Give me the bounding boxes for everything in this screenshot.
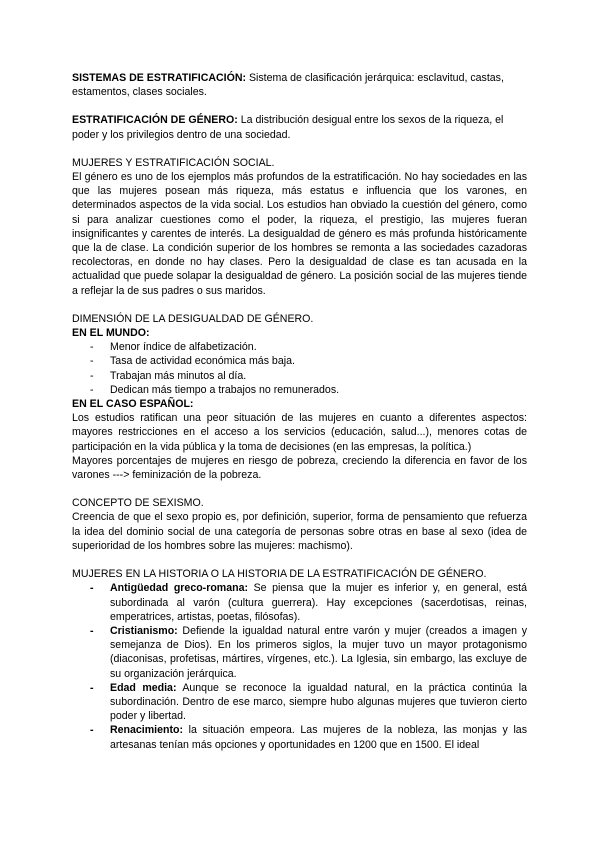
definition-estratificacion-genero [72, 113, 527, 141]
term-sistemas: SISTEMAS DE ESTRATIFICACIÓN: [72, 72, 247, 84]
definition-estratificacion-genero-text: La distribución desigual entre los sexos de la riqueza, el poder y los privilegios dentro de una sociedad. [72, 114, 504, 141]
dash-bullet: - [90, 681, 94, 694]
list-item [72, 369, 527, 383]
section-body-mujeres-estratificacion: El género es uno de los ejemplos más profundos de la estratificación. No hay sociedades en las que las mujeres posean más riqueza, más estatus e influencia que los varones, en determinados aspectos de la vida social. Los estudios han obviado la cuestión del género, como si para analizar cuestiones como el poder, la riqueza, el prestigio, las mujeres fueran insignificantes y carentes de interés. La desigualdad de género es más profunda históricamente que la de clase. La condición superior de los hombres se remonta a las sociedades cazadoras recolectoras, en donde no hay clases. Pero la desigualdad de clase es tan acusada en la actualidad que puede solapar la desigualdad de género. La posición social de las mujeres tiende a reflejar la de sus padres o sus maridos. [72, 171, 527, 297]
list-item [72, 354, 527, 368]
list-item-term: Edad media: [110, 681, 177, 694]
section-body-sexismo: Creencia de que el sexo propio es, por definición, superior, forma de pensamiento que refuerza la idea del dominio social de una categoría de personas sobre otras en base al sexo (idea de superioridad de los hombres sobre las mujeres: machismo). [72, 511, 527, 552]
list-item [72, 681, 527, 724]
dash-bullet: - [90, 724, 94, 737]
list-item-text: Menor índice de alfabetización. [110, 341, 257, 354]
dash-bullet: - [90, 582, 94, 595]
list-item-term: Cristianismo: [110, 624, 178, 637]
dash-bullet: - [90, 624, 94, 637]
section-title-mujeres-estratificacion: MUJERES Y ESTRATIFICACIÓN SOCIAL. [72, 156, 275, 169]
subheading-en-el-mundo-label: EN EL MUNDO: [72, 327, 150, 340]
dash-bullet: - [90, 341, 94, 354]
list-item [72, 383, 527, 397]
list-en-el-mundo [72, 340, 527, 397]
list-item [72, 581, 527, 624]
list-item-text: Dedican más tiempo a trabajos no remunerados. [110, 383, 340, 396]
list-historia [72, 581, 527, 751]
section-title-dimension: DIMENSIÓN DE LA DESIGUALDAD DE GÉNERO. [72, 312, 314, 325]
list-item [72, 340, 527, 354]
list-item-text: Trabajan más minutos al día. [110, 369, 247, 382]
list-item [72, 723, 527, 751]
list-item-term: Renacimiento: [110, 724, 183, 737]
subheading-en-el-mundo [72, 326, 527, 340]
list-item [72, 624, 527, 681]
section-title-sexismo: CONCEPTO DE SEXISMO. [72, 497, 204, 510]
definition-sistemas-text: Sistema de clasificación jerárquica: esclavitud, castas, estamentos, clases sociales. [72, 72, 504, 99]
section-title-historia: MUJERES EN LA HISTORIA O LA HISTORIA DE LA ESTRATIFICACIÓN DE GÉNERO. [72, 568, 487, 581]
subheading-caso-espanol [72, 397, 527, 411]
term-estratificacion-genero: ESTRATIFICACIÓN DE GÉNERO: [72, 114, 238, 127]
list-item-text: Defiende la igualdad natural entre varón y mujer (creados a imagen y semejanza de Dios). En los primeros siglos, la mujer tuvo un mayor protagonismo (diaconisas, profetisas, mártires, vírgenes, etc.). La Iglesia, sin embargo, las excluye de su organización jerárquica. [110, 624, 527, 680]
list-item-term: Antigüedad greco-romana: [110, 582, 249, 595]
paragraph-caso-espanol-1: Los estudios ratifican una peor situación de las mujeres en cuanto a diferentes aspectos: mayores restricciones en el acceso a los servicios (educación, salud...), menores cotas de participación en la vida pública y la toma de decisiones (en las empresas, la política.) [72, 412, 527, 453]
list-item-text: Se piensa que la mujer es inferior y, en general, está subordinada al varón (cultura guerrera). Hay excepciones (sacerdotisas, reinas, emperatrices, artistas, poetas, filósofas). [110, 582, 527, 623]
list-item-text: la situación empeora. Las mujeres de la nobleza, las monjas y las artesanas tenían más opciones y oportunidades en 1200 que en 1500. El ideal [110, 724, 527, 751]
list-item-text: Tasa de actividad económica más baja. [110, 355, 295, 368]
subheading-caso-espanol-label: EN EL CASO ESPAÑOL: [72, 398, 194, 411]
definition-sistemas [72, 71, 527, 99]
dash-bullet: - [90, 369, 94, 382]
list-item-text: Aunque se reconoce la igualdad natural, en la práctica continúa la subordinación. Dentro de ese marco, siempre hubo algunas mujeres que tuvieron cierto poder y libertad. [110, 681, 527, 723]
dash-bullet: - [90, 383, 94, 396]
dash-bullet: - [90, 355, 94, 368]
paragraph-caso-espanol-2: Mayores porcentajes de mujeres en riesgo de pobreza, creciendo la diferencia en favor de los varones ---> feminización de la pobreza. [72, 454, 527, 482]
